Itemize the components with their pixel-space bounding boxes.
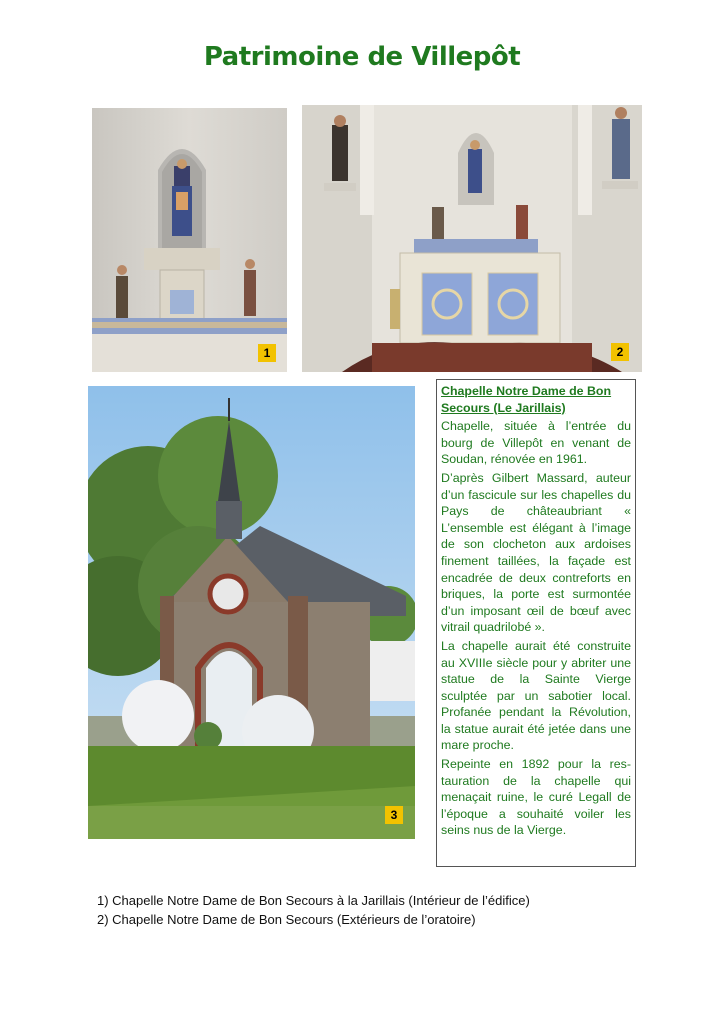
photo-badge: 3: [385, 806, 403, 824]
article-heading: Chapelle Notre Dame de Bon Secours (Le Jarillais): [441, 384, 612, 415]
page-title: Patrimoine de Villepôt: [203, 42, 521, 72]
photo-chapel-interior-wide: [302, 105, 642, 372]
photo-chapel-interior-altar: [92, 108, 287, 372]
article-paragraph: Chapelle, située à l’entrée du bourg de Villepôt en venant de Soudan, rénovée en 1961.: [441, 419, 631, 467]
photo-chapel-exterior: [88, 386, 415, 839]
article-paragraph: Repeinte en 1892 pour la restauration de la chapelle qui menaçait ruine, le curé Legall de l’époque a souhaité voiler les seins nus de la Vierge.: [441, 757, 631, 838]
photo-captions: [97, 891, 697, 929]
article-box: [436, 379, 636, 867]
photo-badge: 2: [611, 343, 629, 361]
photo-badge: 1: [258, 344, 276, 362]
article-paragraph: D’après Gilbert Massard, auteur d’un fascicule sur les chapelles du Pays de châteaubriant « L’ensemble est élégant à l’image de son clocheton aux ardoises finement taillées, la façade est encadrée de deux contreforts en briques, la porte est surmontée d’un imposant œil de bœuf avec vitrail quadrilobé ».: [441, 470, 631, 635]
article-paragraph: La chapelle aurait été construite au XVIIIe siècle pour y abriter une statue de la Sainte Vierge sculptée par un sabotier local. Profanée pendant la Révolution, la statue aurait été jetée dans une mare proche.: [441, 638, 631, 753]
caption-1: 1) Chapelle Notre Dame de Bon Secours à la Jarillais (Intérieur de l’édifice): [97, 893, 530, 908]
caption-2: 2) Chapelle Notre Dame de Bon Secours (Extérieurs de l’oratoire): [97, 912, 476, 927]
